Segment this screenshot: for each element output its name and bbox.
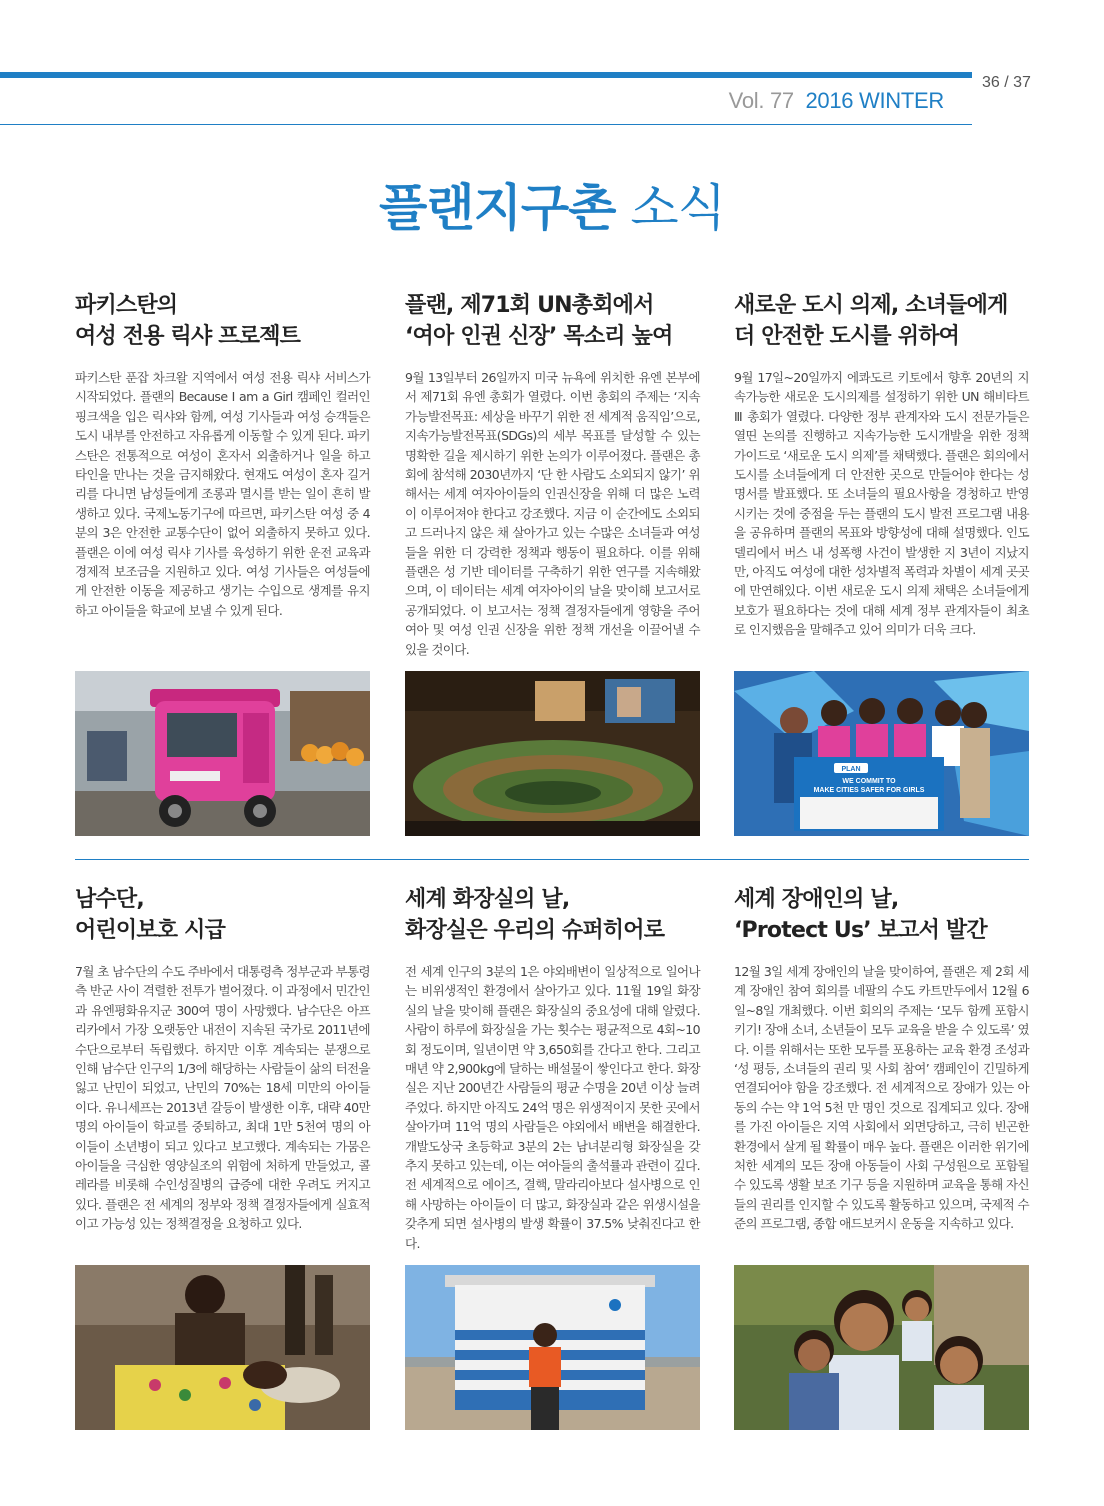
article-title-line2: ‘여아 인권 신장’ 목소리 높여 [405, 324, 673, 349]
article-body: 7월 초 남수단의 수도 주바에서 대통령측 정부군과 부통령측 반군 사이 격렬한 전투가 벌어졌다. 이 과정에서 민간인과 유엔평화유지군 300여 명이 사망했다. 남수단은 아프리카에서 가장 오랫동안 내전이 지속된 국가로 2011년에 수단으로부터 독립했다. 하지만 이후 계속되는 분쟁으로 인해 남수단 인구의 1/3에 해당하는 사람들이 삶의 터전을 잃고 난민이 되었고, 난민의 70%는 18세 미만의 아이들이다. 유니세프는 2013년 갈등이 발생한 이후, 대략 40만 명의 아이들이 학교를 중퇴하고, 최대 1만 5천여 명의 아이들이 소년병이 되고 있다고 보고했다. 계속되는 가뭄은 아이들을 극심한 영양실조의 위험에 처하게 만들었고, 콜레라를 비롯해 수인성질병의 급증에 대한 우려도 커지고 있다. 플랜은 전 세계의 정부와 정책 결정자들에게 실효적이고 가능성 있는 정책결정을 요청하고 있다. [75, 964, 370, 1232]
toilet-building-photo [405, 1265, 700, 1430]
article-disability-day [734, 884, 1029, 1234]
banner-logo-text: PLAN [841, 766, 861, 773]
article-title [75, 290, 370, 352]
article-body: 12월 3일 세계 장애인의 날을 맞이하여, 플랜은 제 2회 세계 장애인 참여 회의를 네팔의 수도 카트만두에서 12월 6일~8일 개최했다. 이번 회의의 주제는 ‘모두 함께 포함시키기! 장애 소녀, 소년들이 모두 교육을 받을 수 있도록’ 였다. 이를 위해서는 또한 모두를 포용하는 교육 환경 조성과 ‘성 평등, 소녀들의 권리 및 사회 참여’ 캠페인이 긴밀하게 연결되어야 함을 강조했다. 전 세계적으로 장애가 있는 아동의 수는 약 1억 5천 만 명인 것으로 집계되고 있다. 장애를 가진 아이들은 지역 사회에서 외면당하고, 극히 빈곤한 환경에서 살게 될 확률이 매우 높다. 플랜은 이러한 위기에 처한 세계의 모든 장애 아동들이 사회 구성원으로 포함될 수 있도록 생활 보조 기구 등을 지원하며 교육을 통해 자신들의 권리를 인지할 수 있도록 활동하고 있으며, 국제적 수준의 프로그램, 종합 애드보커시 운동을 지속하고 있다. [734, 964, 1029, 1232]
article-title-line1: 세계 장애인의 날, [734, 887, 899, 912]
article-title [405, 290, 700, 352]
article-pakistan [75, 290, 370, 620]
article-world-toilet-day [405, 884, 700, 1253]
article-title-line1: 세계 화장실의 날, [405, 887, 570, 912]
header-rule [0, 124, 972, 125]
article-title-line1: 플랜, 제71회 UN총회에서 [405, 293, 654, 318]
article-body: 전 세계 인구의 3분의 1은 야외배변이 일상적으로 일어나는 비위생적인 환경에서 살아가고 있다. 11월 19일 화장실의 날을 맞이해 플랜은 화장실의 중요성에 대해 알렸다. 사람이 하루에 화장실을 가는 횟수는 평균적으로 4회~10회 정도이며, 일년이면 약 3,650회를 간다고 한다. 그리고 매년 약 2,900kg에 달하는 배설물이 쌓인다고 한다. 화장실은 지난 200년간 사람들의 평균 수명을 20년 이상 늘려주었다. 하지만 아직도 24억 명은 위생적이지 못한 곳에서 살아가며 11억 명의 사람들은 야외에서 배변을 해결한다. 개발도상국 초등학교 3분의 2는 남녀분리형 화장실을 갖추지 못하고 있는데, 이는 여아들의 출석률과 관련이 깊다. 전 세계적으로 에이즈, 결핵, 말라리아보다 설사병으로 인해 사망하는 아이들이 더 많고, 화장실과 같은 위생시설을 갖추게 되면 설사병의 발생 확률이 37.5% 낮춰진다고 한다. [405, 964, 700, 1251]
banner-text-line1: WE COMMIT TO [842, 778, 896, 785]
article-title-line1: 파키스탄의 [75, 293, 178, 318]
issue-label [729, 88, 944, 114]
nepal-children-photo [734, 1265, 1029, 1430]
page-numbers: 36 / 37 [982, 74, 1031, 91]
banner-text-line2: MAKE CITIES SAFER FOR GIRLS [813, 787, 925, 794]
article-title-line2: 화장실은 우리의 슈퍼히어로 [405, 918, 665, 943]
girls-banner-photo [734, 671, 1029, 836]
article-title-line2: ‘Protect Us’ 보고서 발간 [734, 918, 987, 943]
article-body: 9월 17일~20일까지 에콰도르 키토에서 향후 20년의 지속가능한 새로운 도시의제를 설정하기 위한 UN 해비타트 Ⅲ 총회가 열렸다. 다양한 정부 관계자와 도시 전문가들은 열띤 논의를 진행하고 지속가능한 도시개발을 위한 정책 가이드로 ‘새로운 도시 의제’를 채택했다. 플랜은 회의에서 도시를 소녀들에게 더 안전한 곳으로 만들어야 한다는 성명서를 발표했다. 또 소녀들의 필요사항을 경청하고 반영시키는 것에 중점을 두는 플랜의 도시 발전 프로그램 내용을 공유하며 플랜의 목표와 방향성에 대해 설명했다. 인도 델리에서 버스 내 성폭행 사건이 발생한 지 3년이 지났지만, 아직도 여성에 대한 성차별적 폭력과 차별이 세계 곳곳에 만연해있다. 이번 새로운 도시 의제 채택은 소녀들에게 보호가 필요하다는 것에 대해 세계 정부 관계자들이 최초로 인지했음을 말해주고 있어 의미가 더욱 크다. [734, 370, 1029, 638]
article-south-sudan [75, 884, 370, 1234]
page-title-light: 소식 [630, 179, 725, 237]
article-title-line2: 여성 전용 릭샤 프로젝트 [75, 324, 301, 349]
article-body: 9월 13일부터 26일까지 미국 뉴욕에 위치한 유엔 본부에서 제71회 유엔 총회가 열렸다. 이번 총회의 주제는 ‘지속가능발전목표: 세상을 바꾸기 위한 전 세계적 움직임’으로, 지속가능발전목표(SDGs)의 세부 목표를 달성할 수 있는 명확한 길을 제시하기 위한 논의가 이루어졌다. 플랜은 총회에 참석해 2030년까지 ‘단 한 사람도 소외되지 않기’ 위해서는 세계 여자아이들의 인권신장을 위해 더 많은 노력이 이루어져야 한다고 강조했다. 지금 이 순간에도 소외되고 드러나지 않은 채 살아가고 있는 수많은 소녀들과 여성들을 위한 더 강력한 정책과 행동이 필요하다. 이를 위해 플랜은 성 기반 데이터를 구축하기 위한 연구를 지속해왔으며, 이 데이터는 세계 여자아이의 날을 맞이해 보고서로 공개되었다. 이 보고서는 정책 결정자들에게 영향을 주어 여아 및 여성 인권 신장을 위한 정책 개선을 이끌어낼 수 있을 것이다. [405, 370, 700, 657]
south-sudan-photo [75, 1265, 370, 1430]
article-un-assembly [405, 290, 700, 659]
article-title [734, 884, 1029, 946]
article-title-line1: 새로운 도시 의제, 소녀들에게 [734, 293, 1008, 318]
article-title [405, 884, 700, 946]
row-divider [75, 859, 1029, 860]
article-title-line1: 남수단, [75, 887, 144, 912]
article-title [75, 884, 370, 946]
article-title [734, 290, 1029, 352]
header-accent-bar [0, 72, 972, 78]
article-title-line2: 어린이보호 시급 [75, 918, 226, 943]
article-new-urban-agenda [734, 290, 1029, 640]
issue-season: 2016 WINTER [805, 88, 944, 113]
article-body: 파키스탄 푼잡 차크왈 지역에서 여성 전용 릭샤 서비스가 시작되었다. 플랜의 Because I am a Girl 캠페인 컬러인 핑크색을 입은 릭샤와 함께, 여성 기사들과 여성 승객들은 도시 내부를 안전하고 자유롭게 이동할 수 있게 된다. 파키스탄은 전통적으로 여성이 혼자서 외출하거나 일을 하고 타인을 만나는 것을 금지해왔다. 현재도 여성이 혼자 길거리를 다니면 남성들에게 조롱과 멸시를 받는 일이 흔히 발생하고 있다. 국제노동기구에 따르면, 파키스탄 여성 중 4분의 3은 안전한 교통수단이 없어 외출하지 못하고 있다. 플랜은 이에 여성 릭샤 기사를 육성하기 위한 운전 교육과 경제적 보조금을 지원하고 있다. 여성 기사들은 여성들에게 안전한 이동을 제공하고 생기는 수입으로 생계를 유지하고 아이들을 학교에 보낼 수 있게 된다. [75, 370, 370, 618]
page-title [0, 168, 1104, 240]
issue-vol: Vol. 77 [728, 88, 794, 113]
un-assembly-photo [405, 671, 700, 836]
article-title-line2: 더 안전한 도시를 위하여 [734, 324, 960, 349]
pink-rickshaw-photo [75, 671, 370, 836]
page-title-bold: 플랜지구촌 [378, 179, 616, 237]
